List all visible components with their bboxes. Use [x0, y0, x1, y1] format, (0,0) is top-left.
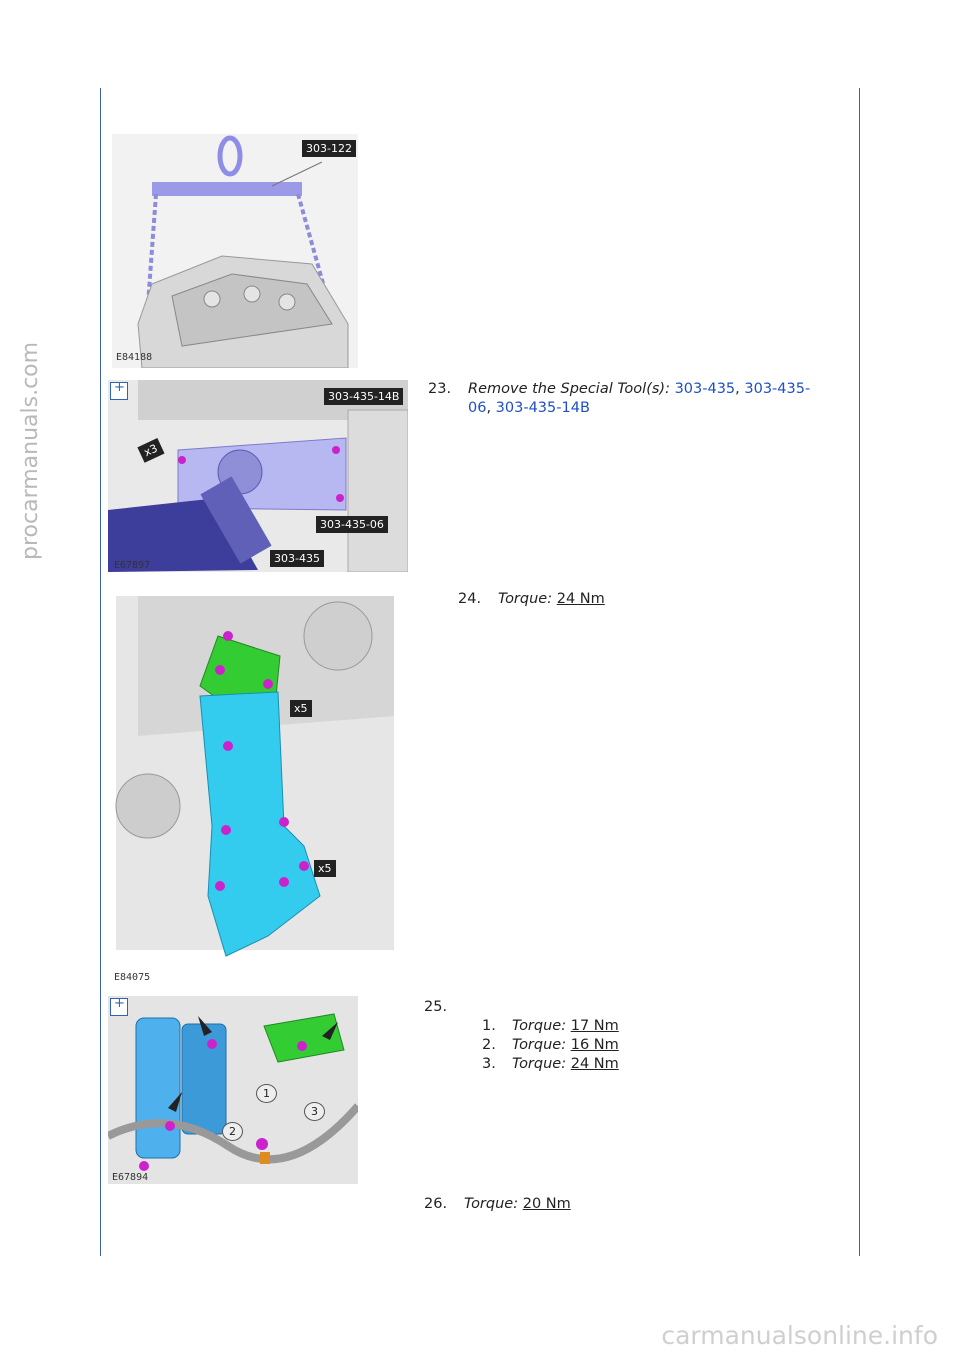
tool-tag-303-122: 303-122 [302, 140, 356, 157]
step-number: 26. [424, 1196, 448, 1212]
tool-link-303-435-14b[interactable]: 303-435-14B [495, 400, 590, 416]
step-25-item-1: 1. Torque: 17 Nm [482, 1018, 619, 1034]
step-24 [458, 590, 605, 609]
zoom-icon[interactable] [110, 382, 128, 400]
step-number: 24. [458, 591, 482, 607]
tool-tag-303-435-14b: 303-435-14B [324, 388, 403, 405]
figure-code: E84075 [114, 972, 151, 983]
figure-code: E67894 [112, 1172, 149, 1183]
step-label: Remove the Special Tool(s): [468, 381, 670, 397]
callout-3: 3 [304, 1102, 325, 1121]
callout-1: 1 [256, 1084, 277, 1103]
figure-engine-lift [112, 134, 358, 368]
step-number: 23. [428, 381, 452, 397]
count-tag-x5-lower: x5 [314, 860, 336, 877]
figure-code: E67897 [114, 560, 151, 571]
step-25-item-3: 3. Torque: 24 Nm [482, 1056, 619, 1072]
count-tag-x3: x3 [137, 438, 164, 463]
bottom-watermark: carmanualsonline.info [661, 1321, 938, 1350]
figure-front-brackets [108, 596, 394, 986]
side-watermark: procarmanuals.com [18, 341, 43, 560]
right-margin-line [859, 88, 860, 1256]
figure-code: E84188 [116, 352, 153, 363]
step-25-item-2: 2. Torque: 16 Nm [482, 1037, 619, 1053]
tool-tag-303-435: 303-435 [270, 550, 324, 567]
torque-label: Torque: [498, 591, 553, 607]
front-brackets-illustration [108, 596, 394, 966]
count-tag-x5-upper: x5 [290, 700, 312, 717]
tool-link-303-435[interactable]: 303-435 [674, 381, 736, 397]
torque-value: 20 Nm [522, 1196, 571, 1212]
tool-tag-303-435-06: 303-435-06 [316, 516, 388, 533]
zoom-icon[interactable] [110, 998, 128, 1016]
oil-filter-illustration [108, 996, 358, 1184]
torque-value: 24 Nm [556, 591, 605, 607]
tool-link-303-435-06b[interactable]: 06 [468, 400, 487, 416]
figure-special-tool [108, 380, 408, 572]
callout-2: 2 [222, 1122, 243, 1141]
step-23: 23. Remove the Special Tool(s): 303-435, 303-435- 06, 303-435-14B [428, 381, 811, 416]
engine-lift-illustration [112, 134, 358, 368]
step-number: 25. [424, 999, 448, 1015]
special-tool-illustration [108, 380, 408, 572]
tool-link-303-435-06a[interactable]: 303-435- [744, 381, 811, 397]
figure-oil-filter [108, 996, 358, 1184]
left-margin-line [100, 88, 101, 1256]
torque-label: Torque: [464, 1196, 519, 1212]
step-26 [424, 1195, 571, 1214]
step-25 [424, 998, 447, 1017]
